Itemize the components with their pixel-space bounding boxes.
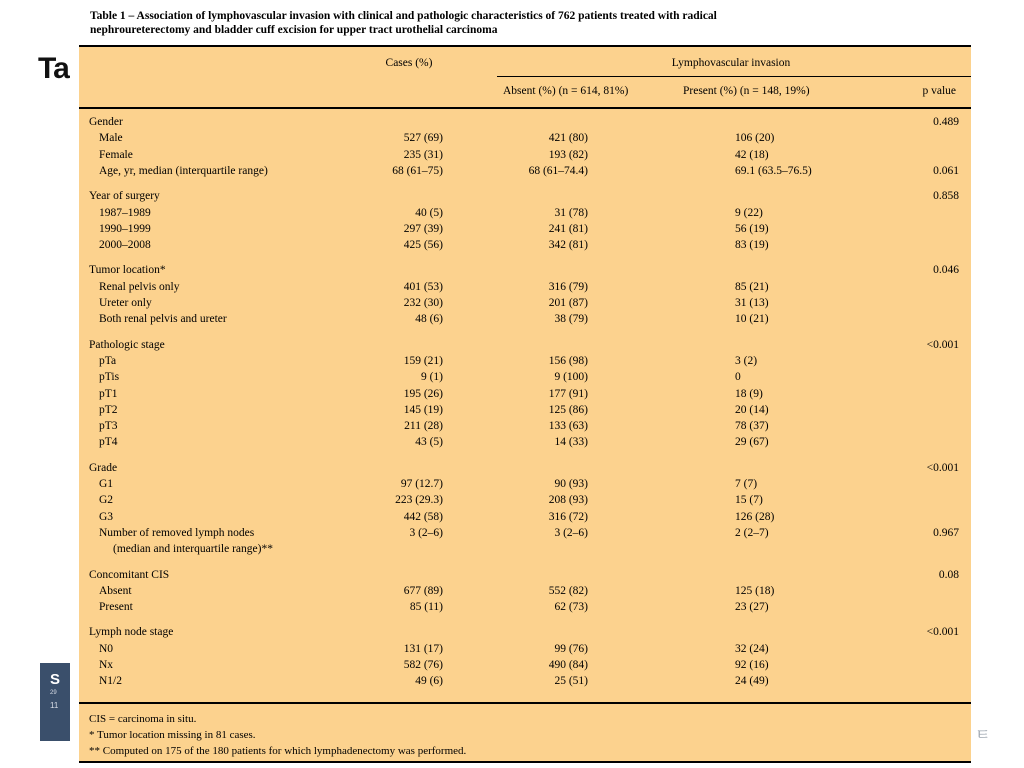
cell-present: 42 (18): [735, 148, 769, 161]
row-label: pT3: [99, 420, 118, 433]
row-label: pT2: [99, 403, 118, 416]
header-cases: Cases (%): [385, 57, 433, 69]
cell-p-value: 0.489: [933, 116, 959, 128]
slide-side-banner: [40, 663, 70, 741]
header-present: Present (%) (n = 148, 19%): [683, 85, 810, 97]
table-row: [79, 525, 971, 541]
row-label: (median and interquartile range)**: [113, 543, 273, 556]
cell-absent: 342 (81): [548, 239, 588, 252]
table-row: [79, 386, 971, 402]
cell-p-value: 0.967: [933, 526, 959, 539]
cell-absent: 241 (81): [548, 222, 588, 235]
table-caption: [90, 9, 960, 37]
cell-absent: 316 (72): [548, 510, 588, 523]
row-label: Gender: [89, 116, 123, 128]
table-section-row: [79, 114, 971, 130]
cell-cases: 9 (1): [420, 371, 443, 384]
banner-line-1: 29: [50, 690, 57, 696]
cell-absent: 156 (98): [548, 354, 588, 367]
table-row: [79, 434, 971, 450]
table-row: [79, 163, 971, 179]
header-spanner-rule: [497, 76, 971, 77]
cell-p-value: 0.08: [938, 568, 959, 581]
cell-cases: 211 (28): [404, 420, 443, 433]
banner-letter: S: [50, 671, 61, 688]
row-label: G1: [99, 478, 114, 490]
cell-absent: 90 (93): [554, 478, 588, 490]
table-panel: [79, 45, 971, 763]
cell-absent: 68 (61–74.4): [528, 164, 588, 177]
cell-present: 9 (22): [735, 206, 763, 219]
header-p-value: p value: [922, 85, 956, 97]
cell-p-value: 0.858: [933, 190, 959, 203]
table-row: [79, 509, 971, 525]
table-footnotes: [89, 711, 466, 759]
cell-p-value: <0.001: [926, 461, 959, 474]
cell-present: 23 (27): [735, 601, 769, 614]
slide-title: Ta: [38, 52, 69, 85]
cell-present: 3 (2): [735, 354, 758, 367]
cell-present: 32 (24): [735, 642, 769, 655]
table-row: [79, 221, 971, 237]
table-section-row: [79, 624, 971, 640]
table-row: [79, 311, 971, 327]
table-section-row: [79, 188, 971, 204]
cell-absent: 14 (33): [554, 436, 588, 449]
cell-cases: 159 (21): [403, 354, 443, 367]
footnote-tumor-location: * Tumor location missing in 81 cases.: [89, 729, 256, 741]
cell-cases: 85 (11): [409, 601, 443, 614]
cell-absent: 133 (63): [548, 420, 588, 433]
cell-cases: 68 (61–75): [392, 164, 443, 177]
table-row: [79, 541, 971, 557]
cell-p-value: 0.061: [933, 164, 959, 177]
row-label: 2000–2008: [99, 239, 151, 252]
row-label: Nx: [99, 659, 114, 671]
cell-absent: 31 (78): [554, 206, 588, 219]
footnote-rule: [79, 702, 971, 704]
cell-absent: 421 (80): [548, 132, 588, 145]
cell-present: 29 (67): [735, 436, 769, 449]
table-row: [79, 641, 971, 657]
table-row: [79, 369, 971, 385]
row-label: Year of surgery: [89, 190, 160, 203]
cell-cases: 232 (30): [403, 297, 443, 309]
cell-cases: 145 (19): [403, 403, 443, 416]
cell-cases: 48 (6): [415, 313, 443, 326]
table-row: [79, 279, 971, 295]
cell-absent: 193 (82): [548, 148, 588, 161]
banner-line-2: 11: [50, 701, 59, 710]
table-row: [79, 402, 971, 418]
cell-absent: 38 (79): [554, 313, 588, 326]
header-bottom-rule: [79, 107, 971, 109]
cell-cases: 40 (5): [415, 206, 443, 219]
table-section-row: [79, 567, 971, 583]
cell-p-value: <0.001: [926, 626, 959, 639]
row-label: pTis: [99, 371, 120, 384]
cell-present: 78 (37): [735, 420, 769, 433]
row-label: Concomitant CIS: [89, 568, 170, 581]
row-label: Female: [99, 148, 133, 161]
cell-absent: 208 (93): [548, 494, 588, 507]
row-label: pT1: [99, 387, 118, 400]
footnote-cis: CIS = carcinoma in situ.: [89, 713, 197, 725]
cell-absent: 177 (91): [548, 387, 588, 400]
row-label: Present: [99, 601, 133, 614]
cell-p-value: 0.046: [933, 264, 959, 277]
table-row: [79, 657, 971, 673]
table-row: [79, 599, 971, 615]
cell-present: 125 (18): [735, 584, 775, 597]
cell-absent: 125 (86): [548, 403, 588, 416]
table-row: [79, 205, 971, 221]
cell-cases: 49 (6): [415, 675, 443, 688]
row-label: Male: [99, 132, 123, 145]
table-section-row: [79, 337, 971, 353]
row-label: Number of removed lymph nodes: [99, 526, 255, 539]
cell-present: 106 (20): [735, 132, 775, 145]
slide-right-glyph: ㅌ: [975, 727, 991, 744]
caption-line-2: nephroureterectomy and bladder cuff excision for upper tract urothelial carcinoma: [90, 24, 498, 36]
cell-present: 10 (21): [735, 313, 769, 326]
row-label: G2: [99, 494, 114, 507]
footnote-lymphadenectomy: ** Computed on 175 of the 180 patients for which lymphadenectomy was performed.: [89, 745, 467, 757]
cell-p-value: <0.001: [926, 338, 959, 351]
row-label: pTa: [99, 354, 117, 367]
cell-cases: 3 (2–6): [409, 526, 443, 539]
cell-present: 56 (19): [735, 222, 769, 235]
cell-present: 92 (16): [735, 659, 769, 671]
cell-cases: 131 (17): [403, 642, 443, 655]
cell-present: 69.1 (63.5–76.5): [735, 164, 812, 177]
row-label: Ureter only: [99, 297, 152, 309]
cell-cases: 442 (58): [403, 510, 443, 523]
table-row: [79, 583, 971, 599]
row-label: Grade: [89, 461, 118, 474]
cell-cases: 677 (89): [403, 584, 443, 597]
cell-cases: 195 (26): [403, 387, 443, 400]
table-section-row: [79, 262, 971, 278]
row-label: N0: [99, 642, 114, 655]
cell-absent: 490 (84): [548, 659, 588, 671]
cell-cases: 43 (5): [415, 436, 443, 449]
cell-cases: 527 (69): [403, 132, 443, 145]
table-row: [79, 476, 971, 492]
row-label: Pathologic stage: [89, 338, 165, 351]
table-row: [79, 418, 971, 434]
table-row: [79, 492, 971, 508]
cell-cases: 297 (39): [403, 222, 443, 235]
table-row: [79, 130, 971, 146]
cell-cases: 97 (12.7): [400, 478, 443, 490]
cell-present: 15 (7): [735, 494, 763, 507]
row-label: Absent: [99, 584, 132, 597]
cell-absent: 552 (82): [548, 584, 588, 597]
table-row: [79, 147, 971, 163]
cell-absent: 9 (100): [554, 371, 588, 384]
row-label: 1990–1999: [99, 222, 151, 235]
cell-absent: 3 (2–6): [554, 526, 588, 539]
table-section-row: [79, 460, 971, 476]
cell-absent: 25 (51): [554, 675, 588, 688]
row-label: 1987–1989: [99, 206, 151, 219]
cell-present: 83 (19): [735, 239, 769, 252]
cell-present: 31 (13): [735, 297, 769, 309]
cell-present: 18 (9): [735, 387, 763, 400]
cell-cases: 401 (53): [403, 280, 443, 293]
table-row: [79, 237, 971, 253]
header-absent: Absent (%) (n = 614, 81%): [503, 85, 629, 97]
header-lymphovascular-invasion: Lymphovascular invasion: [671, 57, 791, 69]
row-label: Tumor location*: [89, 264, 166, 277]
row-label: Lymph node stage: [89, 626, 174, 639]
cell-present: 20 (14): [735, 403, 769, 416]
cell-cases: 425 (56): [403, 239, 443, 252]
cell-present: 2 (2–7): [735, 526, 769, 539]
table-row: [79, 673, 971, 689]
cell-absent: 316 (79): [548, 280, 588, 293]
row-label: G3: [99, 510, 114, 523]
cell-absent: 201 (87): [548, 297, 588, 309]
row-label: N1/2: [99, 675, 122, 688]
cell-cases: 582 (76): [403, 659, 443, 671]
cell-present: 24 (49): [735, 675, 769, 688]
row-label: Age, yr, median (interquartile range): [99, 164, 268, 177]
cell-cases: 223 (29.3): [395, 494, 443, 507]
row-label: pT4: [99, 436, 118, 449]
table-row: [79, 295, 971, 311]
cell-cases: 235 (31): [403, 148, 443, 161]
cell-absent: 99 (76): [554, 642, 588, 655]
cell-absent: 62 (73): [554, 601, 588, 614]
cell-present: 126 (28): [735, 510, 775, 523]
caption-line-1: Table 1 – Association of lymphovascular invasion with clinical and pathologic characteristics of 762 patients treated with radical: [90, 10, 717, 22]
cell-present: 7 (7): [735, 478, 758, 490]
table-row: [79, 353, 971, 369]
row-label: Both renal pelvis and ureter: [99, 313, 227, 326]
cell-present: 85 (21): [735, 280, 769, 293]
row-label: Renal pelvis only: [99, 280, 180, 293]
cell-present: 0: [735, 371, 741, 384]
